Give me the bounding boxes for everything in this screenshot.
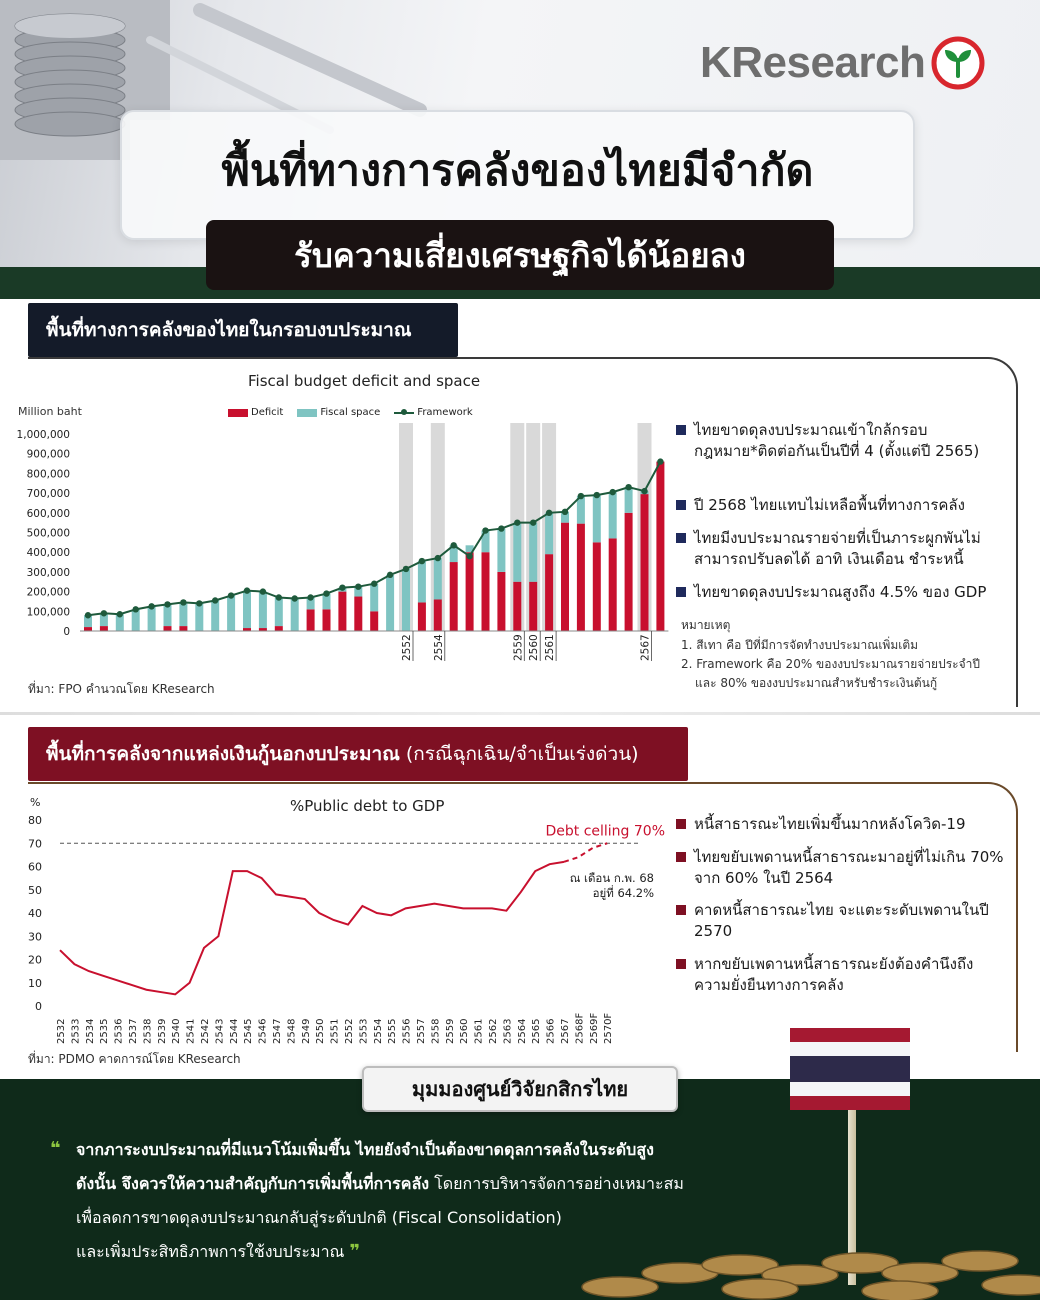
x-tick-label: 2553 <box>358 1018 370 1044</box>
framework-point <box>292 595 298 601</box>
fiscal-space-bar <box>370 584 378 612</box>
x-tick-label: 2564 <box>516 1018 528 1044</box>
x-tick-label: 2547 <box>272 1018 283 1044</box>
deficit-bar <box>434 599 442 631</box>
deficit-bar <box>84 627 92 631</box>
chart2-title: %Public debt to GDP <box>290 797 445 815</box>
deficit-bar <box>323 609 331 631</box>
note-2: 2. Framework คือ 20% ของงบประมาณรายจ่ายประจำปี <box>681 657 980 671</box>
x-tick-label: 2533 <box>70 1018 82 1044</box>
framework-point <box>514 519 520 525</box>
x-tick-label: 2539 <box>156 1018 168 1044</box>
debt-annotation: อยู่ที่ 64.2% <box>592 886 654 900</box>
deficit-bar <box>164 626 172 631</box>
section1-heading: พื้นที่ทางการคลังของไทยในกรอบงบประมาณ <box>28 303 458 357</box>
framework-point <box>641 488 647 494</box>
framework-point <box>546 510 552 516</box>
x-tick-label: 2556 <box>401 1018 413 1044</box>
x-tick-label: 2567 <box>560 1018 571 1044</box>
section1-bullet-3 <box>676 528 1006 570</box>
x-tick-label: 2534 <box>84 1018 96 1044</box>
section2-heading-bold: พื้นที่การคลังจากแหล่งเงินกู้นอกงบประมาณ <box>46 743 400 765</box>
y-tick-label: 200,000 <box>26 586 70 599</box>
y-tick-label: 100,000 <box>26 606 70 619</box>
deficit-bar <box>100 626 108 631</box>
deficit-bar <box>370 611 378 631</box>
y-tick-label: 50 <box>28 883 42 897</box>
x-tick-label: 2536 <box>113 1018 125 1044</box>
framework-point <box>355 583 361 589</box>
framework-point <box>578 493 584 499</box>
deficit-bar <box>545 554 553 631</box>
legend-fiscal-space-swatch <box>297 409 317 417</box>
legend-framework <box>394 407 472 418</box>
fiscal-space-bar <box>402 569 410 631</box>
x-tick-label: 2559 <box>512 634 525 661</box>
x-tick-label: 2546 <box>257 1018 269 1044</box>
y-tick-label: 70 <box>28 837 42 851</box>
deficit-bar <box>179 626 187 631</box>
framework-point <box>594 492 600 498</box>
x-tick-label: 2562 <box>488 1018 499 1044</box>
section1-source: ที่มา: FPO คำนวณโดย KResearch <box>28 682 215 696</box>
legend-deficit-swatch <box>228 409 248 417</box>
fiscal-space-bar <box>625 487 633 513</box>
fiscal-space-bar <box>418 561 426 602</box>
thai-flag-icon <box>790 1028 910 1110</box>
section2-heading <box>28 727 688 781</box>
section1-bullet-2 <box>676 495 1006 516</box>
section1-bullet-1 <box>676 420 1006 462</box>
y-tick-label: 40 <box>28 907 42 920</box>
x-tick-label: 2555 <box>387 1018 399 1044</box>
x-tick-label: 2554 <box>372 1018 384 1044</box>
x-tick-label: 2535 <box>99 1018 111 1044</box>
x-tick-label: 2550 <box>315 1018 327 1044</box>
x-tick-label: 2566 <box>545 1018 557 1044</box>
y-unit-label: % <box>30 796 41 809</box>
fiscal-space-bar <box>275 598 283 627</box>
footer-heading: มุมมองศูนย์วิจัยกสิกรไทย <box>362 1066 678 1112</box>
y-tick-label: 1,000,000 <box>16 429 70 441</box>
framework-point <box>260 588 266 594</box>
fiscal-space-bar <box>148 606 156 631</box>
bullet-text: คาดหนี้สาธารณะไทย จะแตะระดับเพดานในปี 2570 <box>694 901 989 940</box>
section2-source: ที่มา: PDMO คาดการณ์โดย KResearch <box>28 1052 241 1066</box>
framework-point <box>85 612 91 618</box>
x-tick-label: 2538 <box>142 1018 154 1044</box>
y-tick-label: 10 <box>28 976 42 990</box>
framework-point <box>498 525 504 531</box>
bullet-text: ไทยขาดดุลงบประมาณสูงถึง 4.5% ของ GDP <box>694 583 987 601</box>
y-tick-label: 0 <box>35 1000 42 1013</box>
debt-annotation: ณ เดือน ก.พ. 68 <box>569 871 654 885</box>
fiscal-space-bar <box>497 529 505 572</box>
fiscal-space-bar <box>259 592 267 628</box>
page-subtitle: รับความเสี่ยงเศรษฐกิจได้น้อยลง <box>206 220 834 290</box>
framework-point <box>657 458 663 464</box>
framework-point <box>164 601 170 607</box>
fiscal-space-bar <box>386 575 394 631</box>
deficit-bar <box>354 597 362 631</box>
bullet-text: ไทยขาดดุลงบประมาณเข้าใกล้กรอบกฎหมาย*ติดต่อกันเป็นปีที่ 4 (ตั้งแต่ปี 2565) <box>694 421 980 460</box>
framework-point <box>307 594 313 600</box>
legend-framework-label: Framework <box>417 407 473 418</box>
y-tick-label: 60 <box>28 860 42 874</box>
deficit-bar <box>609 538 617 631</box>
bullet-square-icon <box>676 959 686 969</box>
bullet-text: หากขยับเพดานหนี้สาธารณะยังต้องคำนึงถึงความยั่งยืนทางการคลัง <box>694 955 974 994</box>
y-tick-label: 700,000 <box>26 488 70 501</box>
legend-fiscal-space <box>297 407 380 418</box>
fiscal-space-bar <box>434 558 442 599</box>
fiscal-space-bar <box>164 604 172 626</box>
footer-line-2-rest: โดยการบริหารจัดการอย่างเหมาะสม <box>429 1174 684 1193</box>
framework-point <box>435 555 441 561</box>
framework-point <box>101 610 107 616</box>
framework-point <box>133 606 139 612</box>
y-tick-label: 20 <box>28 953 42 967</box>
legend-framework-line <box>394 412 414 414</box>
x-tick-label: 2560 <box>459 1018 471 1044</box>
x-tick-label: 2552 <box>344 1018 355 1044</box>
debt-line-actual <box>60 862 564 995</box>
framework-point <box>530 519 536 525</box>
deficit-bar <box>513 582 521 631</box>
fiscal-space-bar <box>132 609 140 631</box>
framework-point <box>403 566 409 572</box>
x-tick-label: 2569F <box>588 1012 600 1044</box>
framework-point <box>466 553 472 559</box>
x-tick-label: 2561 <box>544 634 557 661</box>
section1-bullet-4 <box>676 582 1006 603</box>
deficit-bar <box>418 602 426 631</box>
x-tick-label: 2541 <box>185 1018 197 1044</box>
deficit-bar <box>466 552 474 631</box>
bullet-square-icon <box>676 533 686 543</box>
deficit-bar <box>482 552 490 631</box>
kbank-leaf-icon <box>931 36 985 90</box>
footer-line-4 <box>76 1240 360 1265</box>
framework-point <box>482 527 488 533</box>
section2-bullet-4 <box>676 954 1006 996</box>
section2-bullet-1 <box>676 814 1006 835</box>
x-tick-label: 2549 <box>300 1018 312 1044</box>
fiscal-space-bar <box>227 596 235 631</box>
deficit-bar <box>275 626 283 631</box>
x-tick-label: 2540 <box>171 1018 183 1044</box>
deficit-bar <box>497 572 505 631</box>
deficit-bar <box>641 494 649 631</box>
footer-line-3: เพื่อลดการขาดดุลงบประมาณกลับสู่ระดับปกติ (Fiscal Consolidation) <box>76 1208 562 1227</box>
bullet-square-icon <box>676 587 686 597</box>
deficit-bar <box>450 562 458 631</box>
y-tick-label: 0 <box>63 626 70 638</box>
fiscal-space-bar <box>179 602 187 626</box>
x-tick-label: 2557 <box>416 1018 427 1044</box>
fiscal-space-bar <box>593 495 601 542</box>
footer-line-2 <box>76 1172 684 1197</box>
framework-point <box>419 558 425 564</box>
deficit-bar <box>625 513 633 631</box>
x-tick-label: 2570F <box>603 1012 615 1044</box>
y-tick-label: 30 <box>28 930 42 944</box>
fiscal-space-bar <box>529 523 537 582</box>
framework-point <box>196 600 202 606</box>
y-tick-label: 400,000 <box>26 547 70 560</box>
brand-name: KResearch <box>700 38 926 87</box>
deficit-bar <box>338 592 346 631</box>
public-debt-chart <box>0 790 670 1050</box>
notes-title: หมายเหตุ <box>681 618 731 632</box>
framework-point <box>610 489 616 495</box>
kresearch-logo <box>700 36 985 90</box>
fiscal-space-bar <box>291 598 299 631</box>
fiscal-space-bar <box>195 603 203 631</box>
debt-line-forecast <box>564 843 607 862</box>
footer-line-2-bold: ดังนั้น จึงควรให้ความสำคัญกับการเพิ่มพื้นที่การคลัง <box>76 1174 430 1193</box>
chart1-title: Fiscal budget deficit and space <box>248 372 481 390</box>
x-tick-label: 2558 <box>430 1018 442 1044</box>
framework-point <box>228 592 234 598</box>
bullet-square-icon <box>676 852 686 862</box>
legend-fiscal-space-label: Fiscal space <box>320 407 381 418</box>
x-tick-label: 2567 <box>639 634 652 661</box>
framework-point <box>323 590 329 596</box>
note-1: 1. สีเทา คือ ปีที่มีการจัดทำงบประมาณเพิ่มเติม <box>681 638 919 652</box>
page-title: พื้นที่ทางการคลังของไทยมีจำกัด <box>221 146 814 196</box>
x-tick-label: 2544 <box>228 1018 240 1044</box>
framework-point <box>625 484 631 490</box>
y-tick-label: 900,000 <box>26 448 70 461</box>
legend-deficit-label: Deficit <box>251 407 284 418</box>
fiscal-space-bar <box>211 600 219 631</box>
debt-ceiling-label: Debt celling 70% <box>545 823 665 840</box>
x-tick-label: 2548 <box>286 1018 298 1044</box>
open-quote-icon: ❝ <box>50 1138 61 1159</box>
footer-line-4-text: และเพิ่มประสิทธิภาพการใช้งบประมาณ <box>76 1242 345 1261</box>
bullet-text: ปี 2568 ไทยแทบไม่เหลือพื้นที่ทางการคลัง <box>694 496 965 514</box>
framework-point <box>212 597 218 603</box>
y-tick-label: 300,000 <box>26 566 70 579</box>
y-tick-label: 800,000 <box>26 468 70 481</box>
x-tick-label: 2563 <box>502 1018 514 1044</box>
chart1-y-unit: Million baht <box>18 405 82 418</box>
x-tick-label: 2568F <box>574 1012 586 1044</box>
framework-point <box>244 587 250 593</box>
framework-point <box>148 603 154 609</box>
bullet-square-icon <box>676 905 686 915</box>
deficit-bar <box>577 524 585 631</box>
x-tick-label: 2532 <box>56 1018 67 1044</box>
x-tick-label: 2561 <box>473 1018 485 1044</box>
bullet-text: ไทยมีงบประมาณรายจ่ายที่เป็นภาระผูกพันไม่สามารถปรับลดได้ อาทิ เงินเดือน ชำระหนี้ <box>694 529 981 568</box>
section-divider <box>0 712 1040 715</box>
framework-point <box>276 594 282 600</box>
bullet-square-icon <box>676 819 686 829</box>
fiscal-deficit-chart <box>0 420 670 670</box>
framework-point <box>562 509 568 515</box>
section2-bullet-2 <box>676 847 1006 889</box>
framework-point <box>339 584 345 590</box>
section2-bullet-3 <box>676 900 1006 942</box>
deficit-bar <box>529 582 537 631</box>
x-tick-label: 2565 <box>531 1018 543 1044</box>
x-tick-label: 2559 <box>444 1018 456 1044</box>
coin-pile-illustration <box>560 1225 1040 1300</box>
x-tick-label: 2545 <box>243 1018 255 1044</box>
x-tick-label: 2551 <box>329 1018 341 1044</box>
x-tick-label: 2542 <box>200 1018 211 1044</box>
bullet-text: ไทยขยับเพดานหนี้สาธารณะมาอยู่ที่ไม่เกิน 70% จาก 60% ในปี 2564 <box>694 848 1004 887</box>
y-tick-label: 500,000 <box>26 527 70 540</box>
fiscal-space-bar <box>243 591 251 628</box>
deficit-bar <box>307 609 315 631</box>
bullet-text: หนี้สาธารณะไทยเพิ่มขึ้นมากหลังโควิด-19 <box>694 815 966 833</box>
x-tick-label: 2537 <box>128 1018 139 1044</box>
x-tick-label: 2554 <box>432 634 445 661</box>
close-quote-icon: ❞ <box>349 1241 361 1262</box>
y-tick-label: 600,000 <box>26 507 70 520</box>
framework-point <box>371 581 377 587</box>
deficit-bar <box>561 523 569 631</box>
deficit-bar <box>656 462 664 631</box>
fiscal-space-bar <box>513 523 521 582</box>
deficit-bar <box>593 542 601 631</box>
x-tick-label: 2552 <box>401 634 413 661</box>
framework-point <box>117 611 123 617</box>
bullet-square-icon <box>676 425 686 435</box>
section2-heading-rest: (กรณีฉุกเฉิน/จำเป็นเร่งด่วน) <box>405 743 639 765</box>
note-2-cont: และ 80% ของงบประมาณสำหรับชำระเงินต้นกู้ <box>695 676 938 690</box>
framework-point <box>387 572 393 578</box>
chart1-legend <box>228 407 473 418</box>
footer-line-1: จากภาระงบประมาณที่มีแนวโน้มเพิ่มขึ้น ไทยยังจำเป็นต้องขาดดุลการคลังในระดับสูง <box>76 1140 654 1159</box>
x-tick-label: 2560 <box>528 634 541 661</box>
legend-deficit <box>228 407 283 418</box>
framework-point <box>451 542 457 548</box>
fiscal-space-bar <box>545 513 553 554</box>
framework-point <box>180 599 186 605</box>
fiscal-space-bar <box>609 492 617 538</box>
bullet-square-icon <box>676 500 686 510</box>
y-tick-label: 80 <box>28 814 42 827</box>
x-tick-label: 2543 <box>214 1018 226 1044</box>
